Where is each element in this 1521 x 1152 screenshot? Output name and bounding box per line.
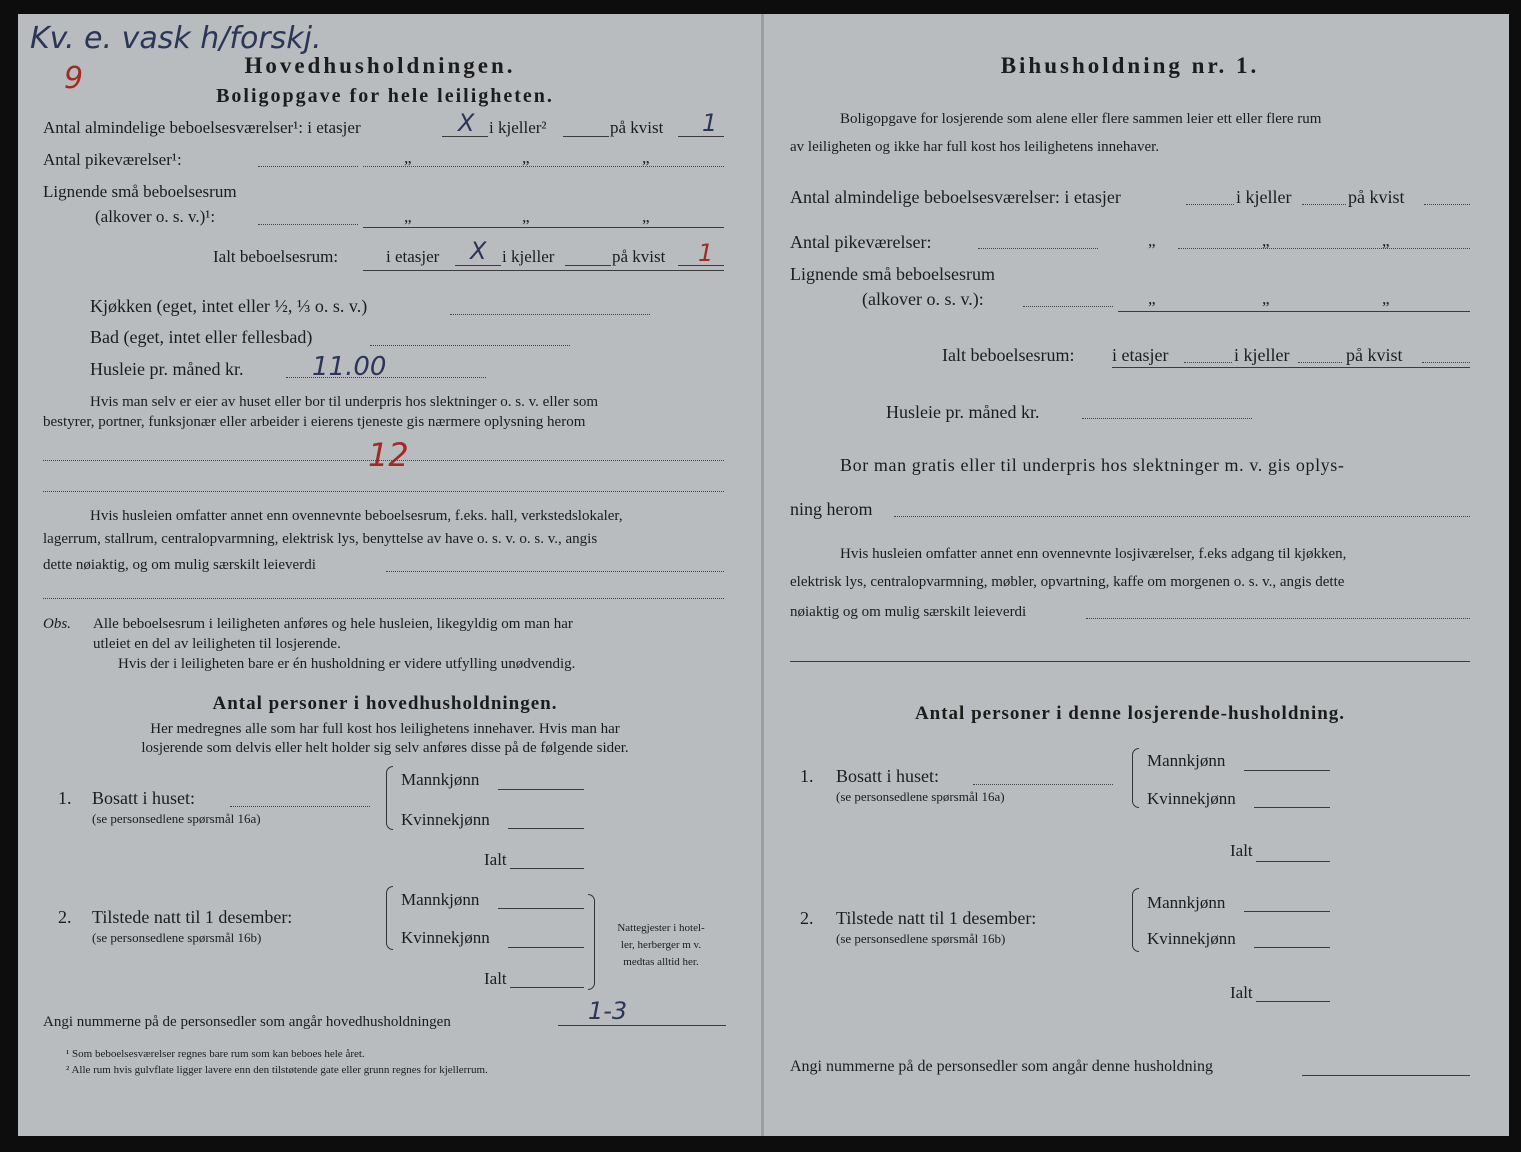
right-ialt-kjeller-field[interactable]: [1298, 362, 1342, 363]
handwritten-ialt-kvist: 1: [698, 239, 714, 267]
left-kvist-field[interactable]: [678, 136, 724, 137]
left-q2-ialt-field[interactable]: [510, 987, 584, 988]
left-husleie-label: Husleie pr. måned kr.: [90, 359, 244, 379]
right-q2-mann-field[interactable]: [1244, 911, 1330, 912]
left-ialt-kjeller-field[interactable]: [565, 265, 611, 266]
left-medregnes-2: losjerende som delvis eller helt holder sig selv anføres disse på de følgende sider.: [141, 740, 629, 756]
left-ialt-label: Ialt beboelsesrum:: [213, 247, 339, 266]
right-omfatter-1: Hvis husleien omfatter annet enn ovennevnte losjiværelser, f.eks adgang til kjøkken,: [840, 546, 1347, 562]
left-bad-label: Bad (eget, intet eller fellesbad): [90, 327, 313, 347]
left-eier-field-2[interactable]: [43, 491, 724, 492]
left-lignende-label: Lignende små beboelsesrum: [43, 182, 237, 201]
left-q2-mann-field[interactable]: [498, 908, 584, 909]
right-alkover-label: (alkover o. s. v.):: [862, 289, 984, 309]
right-pike-label: Antal pikeværelser:: [790, 232, 932, 252]
right-etasjer-field[interactable]: [1186, 204, 1234, 205]
left-q2-sub: (se personsedlene spørsmål 16b): [92, 930, 262, 945]
right-omfatter-3: nøiaktig og om mulig særskilt leieverdi: [790, 604, 1027, 620]
left-obs-2: utleiet en del av leiligheten til losjerende.: [93, 636, 341, 652]
left-kjokken-label: Kjøkken (eget, intet eller ½, ⅓ o. s. v.): [90, 296, 368, 316]
left-obs-1: Alle beboelsesrum i leiligheten anføres og hele husleien, likegyldig om man har: [93, 616, 573, 632]
right-q2-kvinne-field[interactable]: [1254, 947, 1330, 948]
handwritten-ialt-etasjer: X: [470, 237, 487, 265]
handwritten-margin-note: Kv. e. vask h/forskj.: [30, 21, 322, 56]
left-title: Hovedhusholdningen.: [244, 53, 516, 78]
left-q1-label: Bosatt i huset:: [92, 788, 195, 808]
right-omfatter-2: elektrisk lys, centralopvarmning, møbler, opvartning, kaffe om morgenen o. s. v., angis dette: [790, 574, 1345, 590]
handwritten-husleie: 11.00: [312, 352, 387, 382]
right-q1-label: Bosatt i huset:: [836, 766, 939, 786]
left-nattegjester-2: ler, herberger m v.: [620, 939, 702, 951]
left-eier-text-2: bestyrer, portner, funksjonær eller arbeider i eierens tjeneste gis nærmere oplysning herom: [43, 414, 586, 430]
left-kjeller-field[interactable]: [563, 136, 609, 137]
left-omfatter-2: lagerrum, stallrum, centralopvarmning, elektrisk lys, benyttelse av have o. s. v. o. s. v., angis: [43, 531, 598, 547]
right-ialt-kvist-field[interactable]: [1422, 362, 1470, 363]
right-ialt-etasjer-field[interactable]: [1184, 362, 1232, 363]
left-q1-mann-field[interactable]: [498, 789, 584, 790]
left-rooms-label: Antal almindelige beboelsesværelser¹: i etasjer: [43, 118, 361, 137]
left-footnote-1: ¹ Som beboelsesværelser regnes bare rum som kan beboes hele året.: [66, 1048, 365, 1060]
left-kvist-label: på kvist: [610, 118, 664, 137]
right-gratis-field[interactable]: [894, 516, 1470, 517]
right-intro-2: av leiligheten og ikke har full kost hos leilighetens innehaver.: [790, 139, 1160, 155]
right-q2-label: Tilstede natt til 1 desember:: [836, 908, 1037, 928]
right-intro-1: Boligopgave for losjerende som alene eller flere sammen leier ett eller flere rum: [840, 111, 1322, 127]
right-title: Bihusholdning nr. 1.: [1000, 53, 1260, 78]
left-medregnes-1: Her medregnes alle som har full kost hos leilighetens innehaver. Hvis man har: [150, 721, 620, 737]
left-alkover-field[interactable]: [363, 227, 724, 228]
left-q2-label: Tilstede natt til 1 desember:: [92, 907, 293, 927]
left-bad-field[interactable]: [370, 345, 570, 346]
handwritten-kvist: 1: [702, 109, 718, 137]
left-obs-3: Hvis der i leiligheten bare er én husholdning er videre utfylling unødvendig.: [118, 656, 576, 672]
right-rooms-label: Antal almindelige beboelsesværelser: i etasjer: [790, 187, 1121, 207]
right-alkover-field[interactable]: [1118, 311, 1470, 312]
left-antal-heading: Antal personer i hovedhusholdningen.: [212, 693, 558, 714]
left-nattegjester-3: medtas alltid her.: [623, 956, 699, 968]
handwritten-etasjer: X: [458, 109, 475, 137]
left-kjeller-label: i kjeller²: [489, 118, 547, 137]
right-antal-heading: Antal personer i denne losjerende-husholdning.: [914, 703, 1346, 724]
left-eier-field-1[interactable]: [43, 460, 724, 461]
left-q1-kvinne-field[interactable]: [508, 828, 584, 829]
left-nattegjester-1: Nattegjester i hotel-: [617, 922, 705, 934]
left-q2-kvinne-field[interactable]: [508, 947, 584, 948]
right-q1-kvinne-field[interactable]: [1254, 807, 1330, 808]
right-q1-sub: (se personsedlene spørsmål 16a): [836, 789, 1005, 804]
left-pike-field[interactable]: [363, 166, 724, 167]
right-angi-field[interactable]: [1302, 1075, 1470, 1076]
left-footnote-2: ² Alle rum hvis gulvflate ligger lavere enn den tilstøtende gate eller grunn regnes for kjellerrum.: [66, 1064, 488, 1076]
right-q1-mann-field[interactable]: [1244, 770, 1330, 771]
handwritten-red-mark: 12: [368, 436, 409, 474]
left-omfatter-field[interactable]: [386, 571, 724, 572]
right-gratis-1: Bor man gratis eller til underpris hos slektninger m. v. gis oplys-: [840, 455, 1345, 475]
left-obs-label: Obs.: [43, 616, 71, 632]
left-eier-text-1: Hvis man selv er eier av huset eller bor til underpris hos slektninger o. s. v. eller som: [90, 394, 599, 410]
right-gratis-2: ning herom: [790, 499, 873, 519]
right-kjeller-field[interactable]: [1302, 204, 1346, 205]
left-angi-field[interactable]: [558, 1025, 726, 1026]
right-husleie-field[interactable]: [1082, 418, 1252, 419]
right-kvist-field[interactable]: [1424, 204, 1470, 205]
left-omfatter-1: Hvis husleien omfatter annet enn ovennevnte beboelsesrum, f.eks. hall, verkstedslokaler,: [90, 508, 623, 524]
right-ialt-label: Ialt beboelsesrum:: [942, 345, 1075, 365]
right-q2-sub: (se personsedlene spørsmål 16b): [836, 931, 1006, 946]
right-husleie-label: Husleie pr. måned kr.: [886, 402, 1040, 422]
handwritten-person-numbers: 1-3: [588, 997, 628, 1025]
census-form-sheet: Kv. e. vask h/forskj. 9 Hovedhusholdningen. Boligopgave for hele leiligheten. Antal almindelige beboelsesværelser¹: i etasjer X i kjeller² på kvist 1 Antal pikeværelser¹: „ „ „ Lignende små beboelsesrum (alkover o. s. v.)¹: „ „ „ Ialt beboelsesrum: i etasjer X i kjeller på kvist 1 Kjøkken (eget, intet eller ½, ⅓ o. s. v.) Bad (eget, intet eller fellesbad) Husleie pr. måned kr. 11.00 Hvis man selv er eier av huset eller bor til underpris hos slektninger o. s. v. eller som bestyrer, portner, funksjonær eller arbeider i eierens tjeneste gis nærmere oplysning herom 12 Hvis husleien omfatter annet enn ovennevnte beboelsesrum, f.eks. hall, verkstedslokaler, lagerrum, stallrum, centralopvarmning, elektrisk lys, benyttelse av have o. s. v. o. s. v., angis dette nøiaktig, og om mulig særskilt leieverdi Obs. Alle beboelsesrum i leiligheten anføres og hele husleien, likegyldig om man har utleiet en del av leiligheten til losjerende. Hvis der i leiligheten bare er én husholdning er videre utfylling unødvendig. Antal personer i hovedhusholdningen. Her medregnes alle som har full kost hos leilighetens innehaver. Hvis man har losjerende som delvis eller helt holder sig selv anføres disse på de følgende sider. 1. Bosatt i huset: (se personsedlene spørsmål 16a) Mannkjønn Kvinnekjønn Ialt 2. Tilstede natt til 1 desember: (se personsedlene spørsmål 16b) Mannkjønn Kvinnekjønn Ialt Nattegjester i hotel- ler, herberger m v. medtas alltid her. Angi nummerne på de personsedler som angår hovedhusholdningen 1-3 ¹ Som beboelsesværelser regnes bare rum som kan beboes hele året. ² Alle rum hvis gulvflate ligger lavere enn den tilstøtende gate eller grunn regnes for kjellerrum. Bihusholdning nr. 1. Boligopgave for losjerende som alene eller flere sammen leier ett eller flere rum av leiligheten og ikke har full kost hos leilighetens innehaver. Antal almindelige beboelsesværelser: i etasjer i kjeller på kvist Antal pikeværelser: „ „ „ Lignende små beboelsesrum (alkover o. s. v.): „ „ „ Ialt beboelsesrum: i etasjer i kjeller på kvist Husleie pr. måned kr. Bor man gratis eller til underpris hos slektninger m. v. gis oplys- ning herom Hvis husleien omfatter annet enn ovennevnte losjiværelser, f.eks adgang til kjøkken, elektrisk lys, centralopvarmning, møbler, opvartning, kaffe om morgenen o. s. v., angis dette nøiaktig og om mulig særskilt leieverdi Antal personer i denne losjerende-husholdning. 1. Bosatt i huset: (se personsedlene spørsmål 16a) Mannkjønn Kvinnekjønn Ialt 2. Tilstede natt til 1 desember: (se personsedlene spørsmål 16b) Mannkjønn Kvinnekjønn Ialt Angi nummerne på de personsedler som angår denne husholdning: [18, 14, 1509, 1136]
left-q1-sub: (se personsedlene spørsmål 16a): [92, 811, 261, 826]
left-kjokken-field[interactable]: [450, 314, 650, 315]
left-omfatter-3: dette nøiaktig, og om mulig særskilt leieverdi: [43, 557, 316, 573]
left-q1-ialt-field[interactable]: [510, 868, 584, 869]
left-alkover-label: (alkover o. s. v.)¹:: [95, 207, 216, 226]
right-omfatter-field[interactable]: [1086, 618, 1470, 619]
left-subtitle: Boligopgave for hele leiligheten.: [216, 85, 554, 107]
right-angi-label: Angi nummerne på de personsedler som angår denne husholdning: [790, 1058, 1214, 1075]
page-fold: [761, 14, 764, 1136]
right-q1-ialt-field[interactable]: [1256, 861, 1330, 862]
right-lignende-label: Lignende små beboelsesrum: [790, 264, 995, 284]
left-pike-label: Antal pikeværelser¹:: [43, 150, 182, 169]
right-q2-ialt-field[interactable]: [1256, 1001, 1330, 1002]
right-pike-field[interactable]: [1178, 248, 1470, 249]
left-angi-label: Angi nummerne på de personsedler som angår hovedhusholdningen: [43, 1014, 451, 1030]
left-ialt-etasjer-field[interactable]: [455, 265, 501, 266]
handwritten-page-number: 9: [64, 61, 84, 96]
